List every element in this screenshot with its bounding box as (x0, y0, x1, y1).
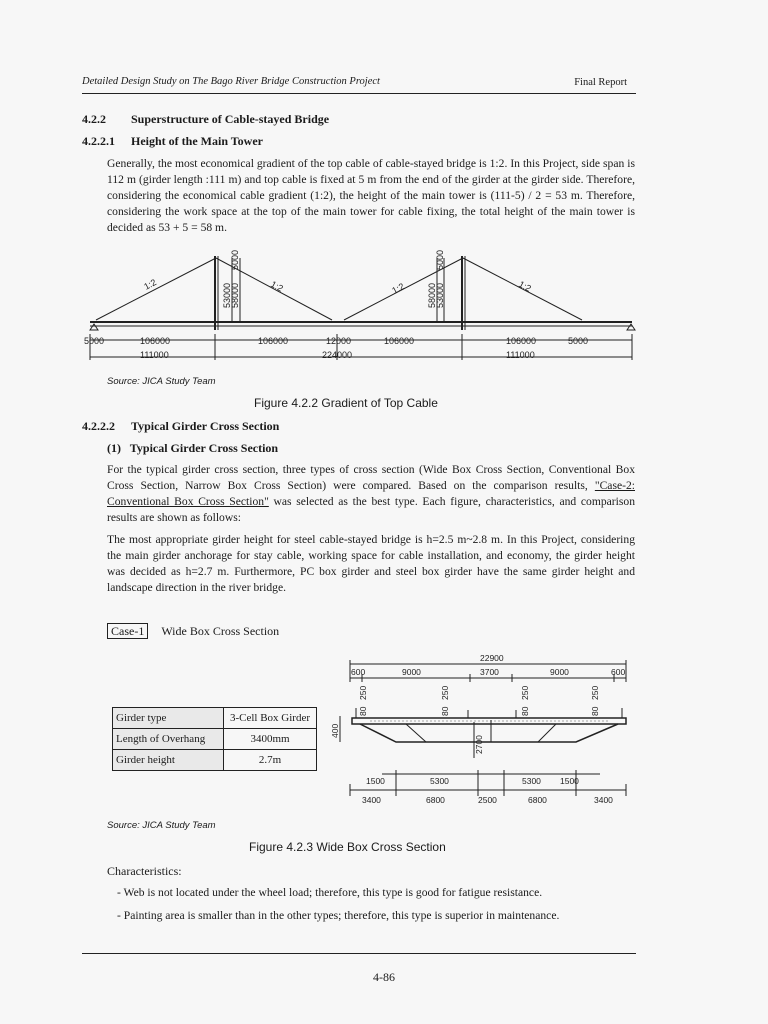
bottom-dim: 1500 (366, 776, 385, 786)
footer-rule (82, 953, 636, 954)
figure-caption-4-2-3: Figure 4.2.3 Wide Box Cross Section (249, 840, 446, 854)
side-dim: 250 (520, 685, 530, 700)
case-1-tag: Case-1 (107, 623, 148, 639)
bottom-dim: 5300 (522, 776, 541, 786)
tower-dim-53000-right: 53000 (435, 282, 445, 308)
top-dim: 600 (351, 667, 366, 677)
tower-dim-53000-left: 53000 (222, 282, 232, 308)
span-dim: 106000 (258, 336, 289, 346)
girder-spec-table (112, 707, 317, 771)
paragraph-girder-height: The most appropriate girder height for steel cable-stayed bridge is h=2.5 m~2.8 m. In this Project, considering the main girder anchorage for stay cable, working space for cable installation, and economy, the girder height was decided as h=2.7 m. Furthermore, PC box girder and steel box girder have the same girder height and landscape direction in the river bridge. (107, 533, 635, 594)
section-heading-4-2-2: 4.2.2 Superstructure of Cable-stayed Bridge (82, 112, 330, 126)
top-dim: 9000 (550, 667, 569, 677)
characteristic-item: - Web is not located under the wheel load; therefore, this type is good for fatigue resistance. (117, 886, 543, 899)
tower-dim-5000-right: 5000 (435, 249, 445, 270)
span-dim: 106000 (140, 336, 171, 346)
tower-dim-5000-left: 5000 (230, 249, 240, 270)
case-1-heading (107, 624, 279, 639)
figure-source: Source: JICA Study Team (107, 376, 216, 387)
tower-dim-58000-right: 58000 (427, 282, 437, 308)
bottom-dim: 5300 (430, 776, 449, 786)
side-dim: 80 (520, 706, 530, 716)
table-row: Length of Overhang 3400mm (113, 729, 317, 750)
selected-case-link: "Case-2: Conventional Box Cross Section" (107, 479, 635, 508)
side-dim: 400 (330, 723, 340, 738)
figure-wide-box-cross-section (330, 650, 636, 810)
span-dim: 12000 (326, 336, 352, 346)
bottom-dim: 2500 (478, 795, 497, 805)
section-heading-4-2-2-1: 4.2.2.1 Height of the Main Tower (82, 134, 263, 148)
side-dim: 80 (358, 706, 368, 716)
case-1-title: Wide Box Cross Section (161, 624, 280, 638)
gradient-label-right-main: 1:2 (390, 281, 406, 296)
top-dim: 600 (611, 667, 626, 677)
figure-caption-4-2-2: Figure 4.2.2 Gradient of Top Cable (254, 396, 438, 410)
header-rule (82, 93, 636, 94)
running-header-report: Final Report (574, 77, 627, 88)
table-row: Girder type 3-Cell Box Girder (113, 708, 317, 729)
span-dim: 5000 (84, 336, 105, 346)
side-dim: 80 (590, 706, 600, 716)
subsection-heading: (1) Typical Girder Cross Section (107, 441, 279, 455)
side-dim: 250 (440, 685, 450, 700)
gradient-label-left-side: 1:2 (142, 277, 158, 292)
span-dim: 106000 (384, 336, 415, 346)
bottom-dim: 3400 (362, 795, 381, 805)
total-width-dim: 22900 (480, 653, 504, 663)
side-dim: 80 (440, 706, 450, 716)
total-dim: 111000 (140, 350, 169, 360)
figure-source: Source: JICA Study Team (107, 820, 216, 831)
span-dim: 106000 (506, 336, 537, 346)
table-row: Girder height 2.7m (113, 750, 317, 771)
span-dim: 5000 (568, 336, 589, 346)
gradient-label-left-main: 1:2 (269, 278, 285, 294)
bottom-dim: 6800 (426, 795, 445, 805)
paragraph-tower-height: Generally, the most economical gradient of the top cable of cable-stayed bridge is 1:2. In this Project, side span is 112 m (girder length :111 m) and top cable is fixed at 5 m from the end of the girder at the girder side. Therefore, considering the economical cable gradient (1:2), the height of the main tower is (111-5) / 2 = 53 m. Therefore, considering the work space at the top of the main tower for cable fixing, the total height of the main tower is decided as 53 + 5 = 58 m. (107, 157, 635, 234)
characteristic-item: - Painting area is smaller than in the other types; therefore, this type is superior in maintenance. (117, 909, 560, 922)
total-dim: 111000 (506, 350, 535, 360)
girder-height-dim: 2700 (474, 735, 484, 754)
characteristics-heading: Characteristics: (107, 864, 182, 878)
gradient-label-right-side: 1:2 (517, 278, 533, 294)
side-dim: 250 (590, 685, 600, 700)
bottom-dim: 1500 (560, 776, 579, 786)
top-dim: 9000 (402, 667, 421, 677)
running-header-title: Detailed Design Study on The Bago River Bridge Construction Project (82, 76, 380, 87)
paragraph-cross-section-comparison: For the typical girder cross section, three types of cross section (Wide Box Cross Section, Conventional Box Cross Section, Narrow Box Cross Section) were compared. Based on the comparison results, "Case-2: Conventional Box Cross Section" was selected as the best type. Each figure, characteristics, and comparison results are shown as follows: (107, 463, 635, 524)
side-dim: 250 (358, 685, 368, 700)
figure-gradient-top-cable (82, 238, 642, 368)
total-dim: 224000 (322, 350, 353, 360)
bottom-dim: 6800 (528, 795, 547, 805)
section-heading-4-2-2-2: 4.2.2.2 Typical Girder Cross Section (82, 419, 280, 433)
page-number: 4-86 (373, 970, 395, 984)
tower-dim-58000-left: 58000 (230, 282, 240, 308)
top-dim: 3700 (480, 667, 499, 677)
bottom-dim: 3400 (594, 795, 613, 805)
